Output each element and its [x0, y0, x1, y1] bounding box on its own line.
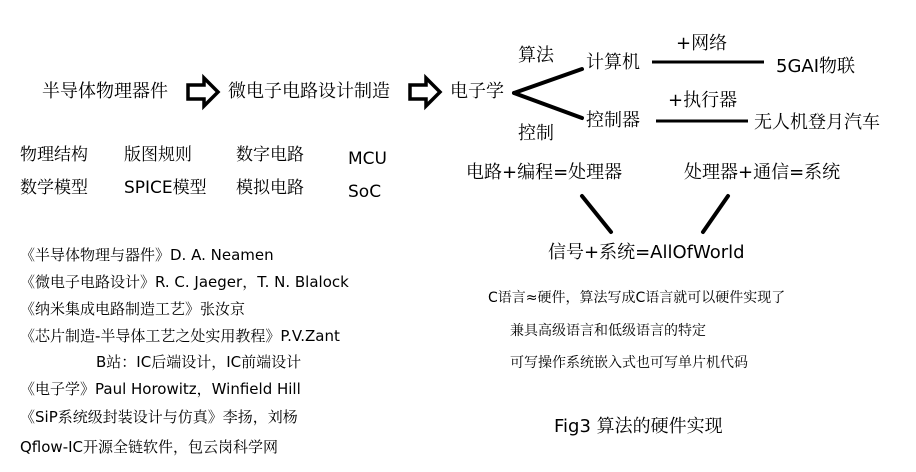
node-vehicles: 无人机登月汽车	[754, 112, 880, 133]
figure-caption: Fig3 算法的硬件实现	[554, 416, 723, 437]
topic-spice-model: SPICE模型	[124, 178, 207, 198]
reference-item: 《电子学》Paul Horowitz，Winfield Hill	[20, 380, 301, 398]
topic-soc: SoC	[348, 182, 382, 202]
converge-line-left	[582, 196, 611, 232]
equation-system: 处理器+通信=系统	[684, 162, 841, 183]
reference-item: 《微电子电路设计》R. C. Jaeger，T. N. Blalock	[20, 273, 349, 291]
block-arrow-1	[188, 78, 218, 106]
node-computer: 计算机	[586, 52, 640, 73]
label-actuator: +执行器	[668, 90, 738, 111]
reference-item: 《纳米集成电路制造工艺》张汝京	[20, 300, 246, 318]
note-language-level: 兼具高级语言和低级语言的特定	[510, 323, 706, 339]
reference-item: 《芯片制造-半导体工艺之处实用教程》P.V.Zant	[20, 327, 340, 345]
reference-item: 《半导体物理与器件》D. A. Neamen	[20, 246, 274, 264]
topic-layout-rules: 版图规则	[124, 145, 192, 165]
reference-item: B站：IC后端设计，IC前端设计	[96, 353, 302, 371]
branch-label-algorithm: 算法	[518, 45, 554, 66]
node-microelectronics: 微电子电路设计制造	[228, 81, 390, 102]
topic-analog-circuit: 模拟电路	[236, 178, 304, 198]
converge-line-right	[703, 196, 728, 232]
reference-item: 《SiP系统级封装设计与仿真》李扬，刘杨	[20, 408, 298, 426]
fork-line-up	[514, 69, 582, 93]
equation-all-of-world: 信号+系统=AllOfWorld	[548, 242, 745, 263]
topic-math-model: 数学模型	[20, 178, 88, 198]
label-network: +网络	[676, 33, 728, 54]
topic-physical-structure: 物理结构	[20, 145, 88, 165]
topic-digital-circuit: 数字电路	[236, 145, 304, 165]
block-arrow-2	[410, 78, 440, 106]
topic-mcu: MCU	[348, 149, 387, 169]
note-c-language: C语言≈硬件，算法写成C语言就可以硬件实现了	[488, 290, 786, 306]
node-electronics: 电子学	[450, 81, 504, 102]
fork-line-down	[514, 93, 582, 118]
note-embedded: 可写操作系统嵌入式也可写单片机代码	[510, 355, 748, 371]
node-semiconductor: 半导体物理器件	[42, 81, 168, 102]
reference-item: Qflow-IC开源全链软件，包云岗科学网	[20, 438, 279, 456]
node-iot: 5GAI物联	[776, 56, 856, 77]
equation-processor: 电路+编程=处理器	[466, 162, 623, 183]
branch-label-control: 控制	[518, 123, 554, 144]
node-controller: 控制器	[586, 110, 640, 131]
